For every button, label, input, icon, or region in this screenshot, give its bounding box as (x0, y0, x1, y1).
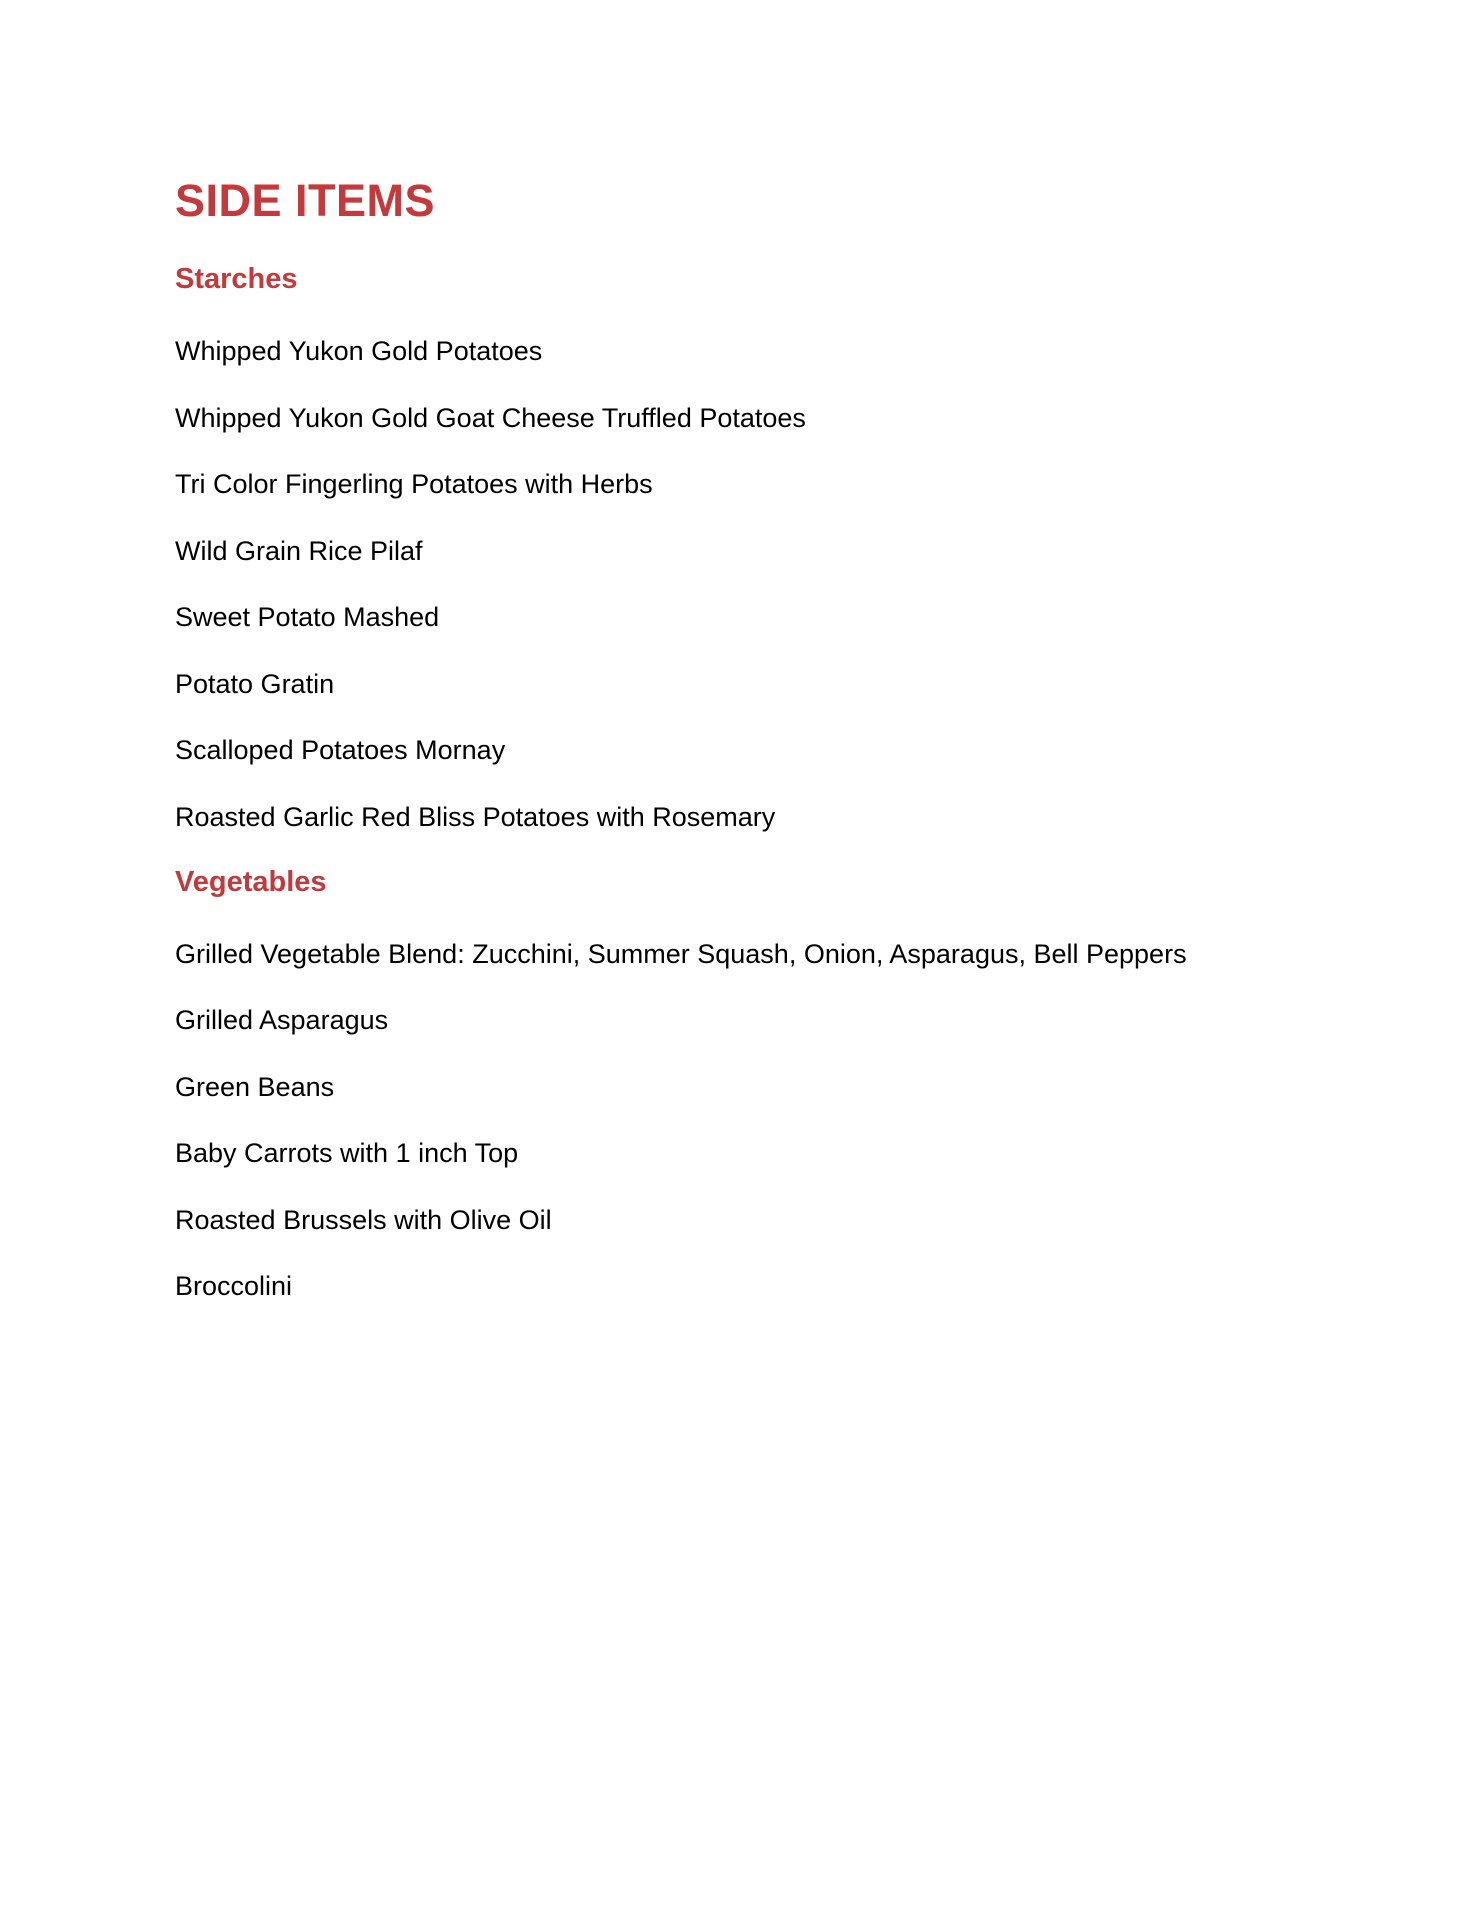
menu-item: Scalloped Potatoes Mornay (175, 735, 506, 765)
menu-item: Sweet Potato Mashed (175, 602, 440, 632)
page-title: SIDE ITEMS (175, 175, 436, 226)
menu-item: Grilled Vegetable Blend: Zucchini, Summer Squash, Onion, Asparagus, Bell Peppers (175, 938, 1187, 969)
menu-item: Roasted Garlic Red Bliss Potatoes with Rosemary (175, 801, 776, 832)
menu-item: Whipped Yukon Gold Potatoes (175, 336, 543, 366)
menu-item: Potato Gratin (175, 668, 335, 699)
menu-item: Whipped Yukon Gold Goat Cheese Truffled Potatoes (175, 402, 806, 433)
section-heading-starches: Starches (175, 263, 298, 295)
menu-item: Wild Grain Rice Pilaf (175, 535, 423, 566)
menu-item: Baby Carrots with 1 inch Top (175, 1138, 519, 1168)
menu-item: Roasted Brussels with Olive Oil (175, 1204, 552, 1235)
section-heading-vegetables: Vegetables (175, 865, 327, 898)
menu-item: Green Beans (175, 1071, 335, 1102)
menu-item: Broccolini (175, 1271, 293, 1301)
menu-item: Tri Color Fingerling Potatoes with Herbs (175, 469, 653, 499)
menu-item: Grilled Asparagus (175, 1005, 389, 1035)
